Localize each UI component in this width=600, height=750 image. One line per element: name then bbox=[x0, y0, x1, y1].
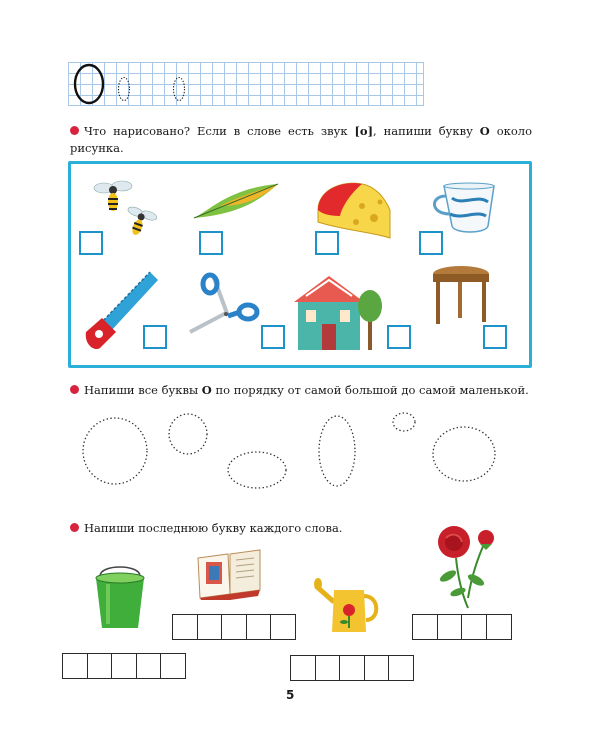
page-number: 5 bbox=[286, 688, 295, 702]
dotted-letter-o[interactable] bbox=[390, 410, 418, 434]
feather-icon bbox=[190, 180, 282, 222]
letter-cell[interactable] bbox=[339, 655, 365, 681]
letter-cell[interactable] bbox=[412, 614, 438, 640]
watering-can-icon bbox=[314, 572, 384, 634]
dotted-letter-o[interactable] bbox=[166, 412, 210, 456]
letter-cell[interactable] bbox=[315, 655, 341, 681]
answer-box-cheese[interactable] bbox=[315, 231, 339, 255]
letter-cell[interactable] bbox=[364, 655, 390, 681]
letter-cell[interactable] bbox=[136, 653, 162, 679]
letter-cell[interactable] bbox=[160, 653, 186, 679]
answer-box-feather[interactable] bbox=[199, 231, 223, 255]
answer-box-house[interactable] bbox=[387, 325, 411, 349]
answer-box-stool[interactable] bbox=[483, 325, 507, 349]
letter-cell[interactable] bbox=[62, 653, 88, 679]
answer-box-scissors[interactable] bbox=[261, 325, 285, 349]
dotted-letter-o[interactable] bbox=[80, 415, 150, 487]
answer-box-cup[interactable] bbox=[419, 231, 443, 255]
letter-cell[interactable] bbox=[246, 614, 272, 640]
letter-cell[interactable] bbox=[486, 614, 512, 640]
dotted-letter-o[interactable] bbox=[316, 414, 358, 488]
scissors-icon bbox=[184, 272, 264, 350]
word-cells-bucket bbox=[62, 653, 186, 679]
word-cells-watering-can bbox=[290, 655, 414, 681]
letter-cell[interactable] bbox=[197, 614, 223, 640]
task-2-instruction: Напиши все буквы О по порядку от самой большой до самой маленькой. bbox=[70, 382, 540, 399]
task-3-instruction: Напиши последнюю букву каждого слова. bbox=[70, 520, 470, 537]
letter-cell[interactable] bbox=[172, 614, 198, 640]
letter-cell[interactable] bbox=[437, 614, 463, 640]
letter-cell[interactable] bbox=[111, 653, 137, 679]
answer-box-wasps[interactable] bbox=[79, 231, 103, 255]
letter-cell[interactable] bbox=[290, 655, 316, 681]
letter-o-dotted bbox=[172, 76, 186, 102]
bullet-icon bbox=[70, 523, 79, 532]
book-icon bbox=[194, 548, 264, 600]
letter-o-sample bbox=[72, 63, 106, 105]
answer-box-saw[interactable] bbox=[143, 325, 167, 349]
letter-o-dotted bbox=[117, 76, 131, 102]
letter-cell[interactable] bbox=[221, 614, 247, 640]
letter-cell[interactable] bbox=[87, 653, 113, 679]
task-1-instruction: Что нарисовано? Если в слове есть звук [о], напиши букву О около рисунка. bbox=[70, 124, 533, 155]
dotted-letter-o[interactable] bbox=[226, 450, 288, 490]
word-cells-rose bbox=[412, 614, 512, 640]
letter-cell[interactable] bbox=[461, 614, 487, 640]
dotted-letter-o[interactable] bbox=[430, 424, 498, 484]
bullet-icon bbox=[70, 126, 79, 135]
bucket-icon bbox=[90, 562, 150, 632]
wasps-icon bbox=[92, 176, 168, 242]
rose-icon bbox=[428, 518, 500, 610]
word-cells-book bbox=[172, 614, 296, 640]
letter-cell[interactable] bbox=[270, 614, 296, 640]
bullet-icon bbox=[70, 385, 79, 394]
house-icon bbox=[292, 270, 386, 352]
stool-icon bbox=[428, 264, 494, 328]
letter-cell[interactable] bbox=[388, 655, 414, 681]
